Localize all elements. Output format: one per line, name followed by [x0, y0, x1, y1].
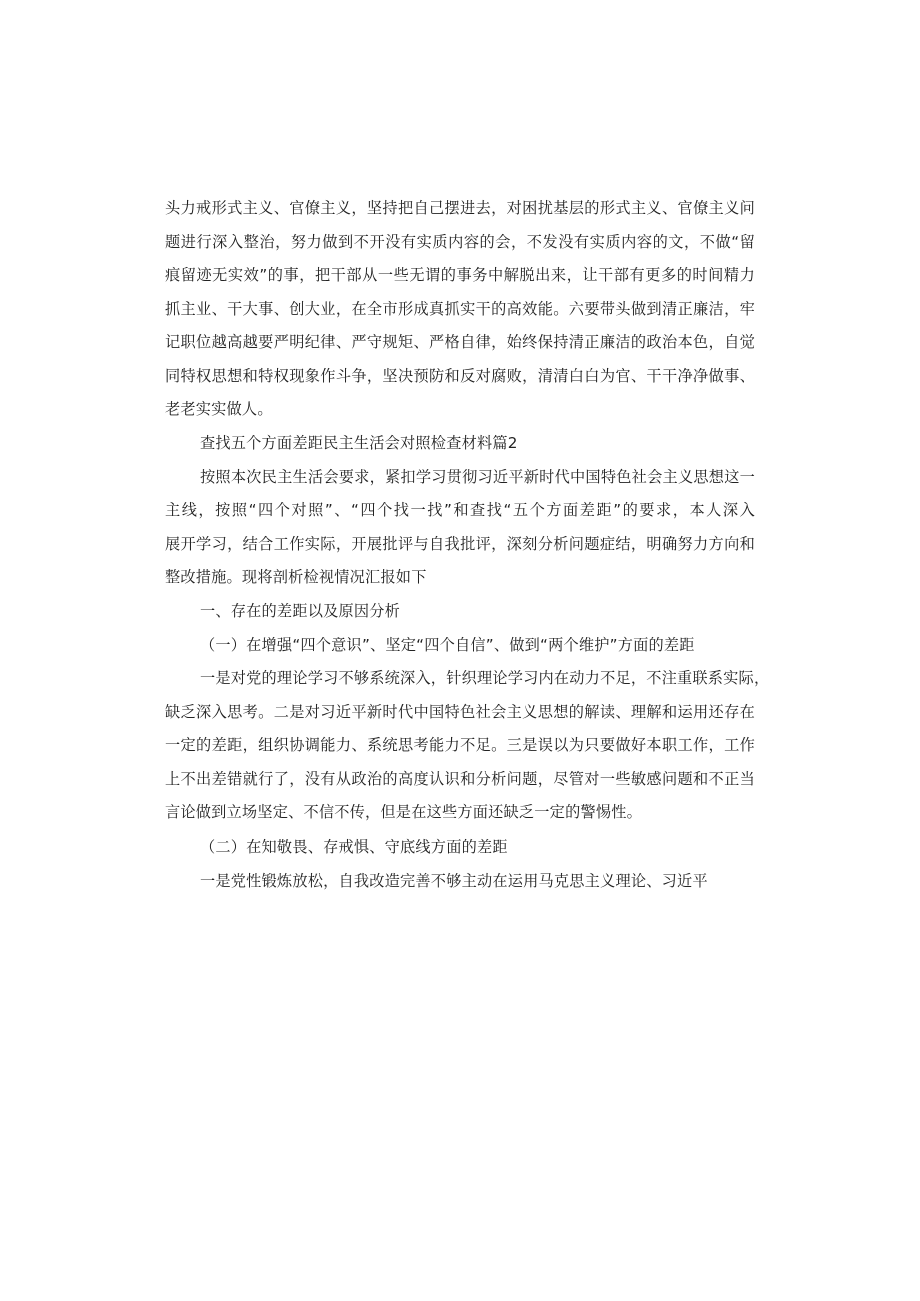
body-line-6: 同特权思想和特权现象作斗争，坚决预防和反对腐败，清清白白为官、干干净净做事、: [165, 367, 755, 385]
subheading-2: （二）在知敬畏、存戒惧、守底线方面的差距: [200, 838, 508, 856]
subheading-1: （一）在增强“四个意识”、坚定“四个自信”、做到“两个维护”方面的差距: [200, 636, 695, 654]
body-line-3: 痕留迹无实效”的事，把干部从一些无谓的事务中解脱出来，让干部有更多的时间精力: [165, 266, 755, 284]
body-line-15: 一是对党的理论学习不够系统深入，针织理论学习内在动力不足，不注重联系实际，: [200, 669, 770, 687]
heading-1: 一、存在的差距以及原因分析: [200, 602, 401, 620]
body-line-11: 展开学习，结合工作实际，开展批评与自我批评，深刻分析问题症结，明确努力方向和: [165, 535, 755, 553]
body-line-5: 记职位越高越要严明纪律、严守规矩、严格自律，始终保持清正廉洁的政治本色，自觉: [165, 333, 755, 351]
body-line-4: 抓主业、干大事、创大业，在全市形成真抓实干的高效能。六要带头做到清正廉洁，牢: [165, 300, 755, 318]
body-line-7: 老老实实做人。: [165, 400, 273, 418]
body-line-17: 一定的差距，组织协调能力、系统思考能力不足。三是误以为只要做好本职工作，工作: [165, 736, 755, 754]
body-line-1: 头力戒形式主义、官僚主义，坚持把自己摆进去，对困扰基层的形式主义、官僚主义问: [165, 199, 755, 217]
body-line-10: 主线，按照“四个对照”、“四个找一找”和查找“五个方面差距”的要求，本人深入: [165, 501, 755, 519]
body-line-12: 整改措施。现将剖析检视情况汇报如下: [165, 568, 427, 586]
body-line-21: 一是党性锻炼放松，自我改造完善不够主动在运用马克思主义理论、习近平: [200, 872, 708, 890]
body-line-16: 缺乏深入思考。二是对习近平新时代中国特色社会主义思想的解读、理解和运用还存在: [165, 703, 755, 721]
body-line-2: 题进行深入整治，努力做到不开没有实质内容的会，不发没有实质内容的文，不做“留: [165, 233, 755, 251]
body-line-19: 言论做到立场坚定、不信不传，但是在这些方面还缺乏一定的警惕性。: [165, 803, 643, 821]
body-line-18: 上不出差错就行了，没有从政治的高度认识和分析问题，尽管对一些敏感问题和不正当: [165, 770, 755, 788]
section-title: 查找五个方面差距民主生活会对照检查材料篇2: [200, 434, 518, 452]
body-line-9: 按照本次民主生活会要求，紧扣学习贯彻习近平新时代中国特色社会主义思想这一: [200, 468, 755, 486]
